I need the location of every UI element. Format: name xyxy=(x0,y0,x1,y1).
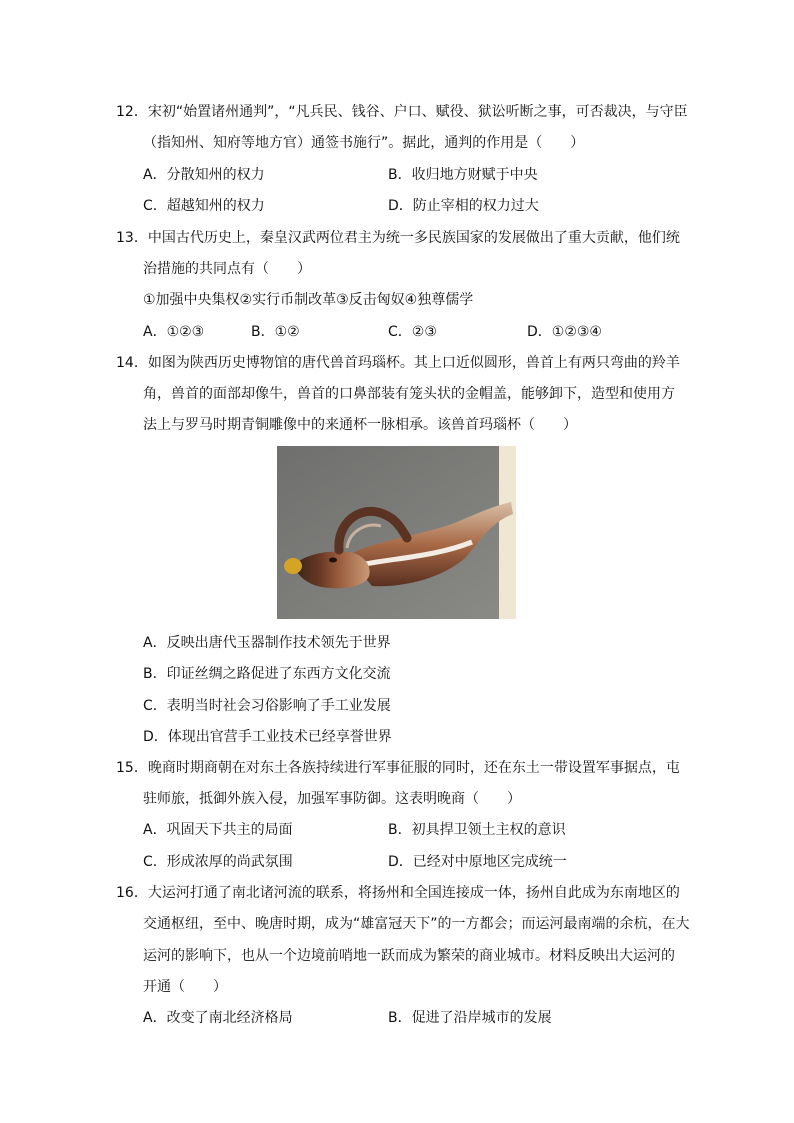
question-15-option-c: C．形成浓厚的尚武氛围 xyxy=(143,854,293,870)
question-13-option-a: A．①②③ xyxy=(143,324,205,340)
question-12-line-1: 12．宋初“始置诸州通判”，“凡兵民、钱谷、户口、赋役、狱讼听断之事，可否裁决，与守臣 xyxy=(116,104,688,120)
question-12-option-b: B．收归地方财赋于中央 xyxy=(388,167,538,183)
question-12-option-d: D．防止宰相的权力过大 xyxy=(388,198,539,214)
question-14-line-1: 14．如图为陕西历史博物馆的唐代兽首玛瑙杯。其上口近似圆形，兽首上有两只弯曲的羚羊 xyxy=(116,355,680,371)
question-13-line-3: ①加强中央集权②实行币制改革③反击匈奴④独尊儒学 xyxy=(143,292,474,308)
question-16-number: 16． xyxy=(116,885,148,901)
question-14-line-3: 法上与罗马时期青铜雕像中的来通杯一脉相承。该兽首玛瑙杯（ ） xyxy=(143,417,577,433)
question-13-line-1: 13．中国古代历史上，秦皇汉武两位君主为统一多民族国家的发展做出了重大贡献，他们统 xyxy=(116,230,680,246)
question-15-number: 15． xyxy=(116,760,148,776)
question-16-line-2: 交通枢纽，至中、晚唐时期，成为“雄富冠天下”的一方都会；而运河最南端的余杭，在大 xyxy=(143,916,690,932)
question-15-option-b: B．初具捍卫领土主权的意识 xyxy=(388,822,566,838)
question-14-option-c: C．表明当时社会习俗影响了手工业发展 xyxy=(143,698,391,714)
question-13-option-c: C．②③ xyxy=(388,324,437,340)
question-14-option-d: D．体现出官营手工业技术已经享誉世界 xyxy=(143,729,392,745)
question-16-line-3: 运河的影响下，也从一个边境前哨地一跃而成为繁荣的商业城市。材料反映出大运河的 xyxy=(143,948,675,964)
question-15-line-1: 15．晚商时期商朝在对东土各族持续进行军事征服的同时，还在东土一带设置军事据点，屯 xyxy=(116,760,680,776)
question-12-line-2: （指知州、知府等地方官）通签书施行”。据此，通判的作用是（ ） xyxy=(143,135,585,151)
question-13-option-b: B．①② xyxy=(251,324,300,340)
question-12-option-a: A．分散知州的权力 xyxy=(143,167,265,183)
question-16-line-1: 16．大运河打通了南北诸河流的联系，将扬州和全国连接成一体，扬州自此成为东南地区的 xyxy=(116,885,680,901)
question-14-line-2: 角，兽首的面部却像牛，兽首的口鼻部装有笼头状的金帽盖，能够卸下，造型和使用方 xyxy=(143,386,675,402)
question-12-option-c: C．超越知州的权力 xyxy=(143,198,265,214)
agate-rhyton-photo-icon xyxy=(277,446,516,619)
question-15-option-d: D．已经对中原地区完成统一 xyxy=(388,854,567,870)
question-12-number: 12． xyxy=(116,104,148,120)
question-16-line-4: 开通（ ） xyxy=(143,979,227,995)
question-14-number: 14． xyxy=(116,355,148,371)
question-16-option-a: A．改变了南北经济格局 xyxy=(143,1010,293,1026)
question-16-option-b: B．促进了沿岸城市的发展 xyxy=(388,1010,552,1026)
question-13-option-d: D．①②③④ xyxy=(527,324,602,340)
question-13-line-2: 治措施的共同点有（ ） xyxy=(143,261,311,277)
question-15-option-a: A．巩固天下共主的局面 xyxy=(143,822,293,838)
question-15-line-2: 驻师旅，抵御外族入侵，加强军事防御。这表明晚商（ ） xyxy=(143,791,521,807)
question-14-option-b: B．印证丝绸之路促进了东西方文化交流 xyxy=(143,666,391,682)
question-14-option-a: A．反映出唐代玉器制作技术领先于世界 xyxy=(143,635,391,651)
question-13-number: 13． xyxy=(116,230,148,246)
